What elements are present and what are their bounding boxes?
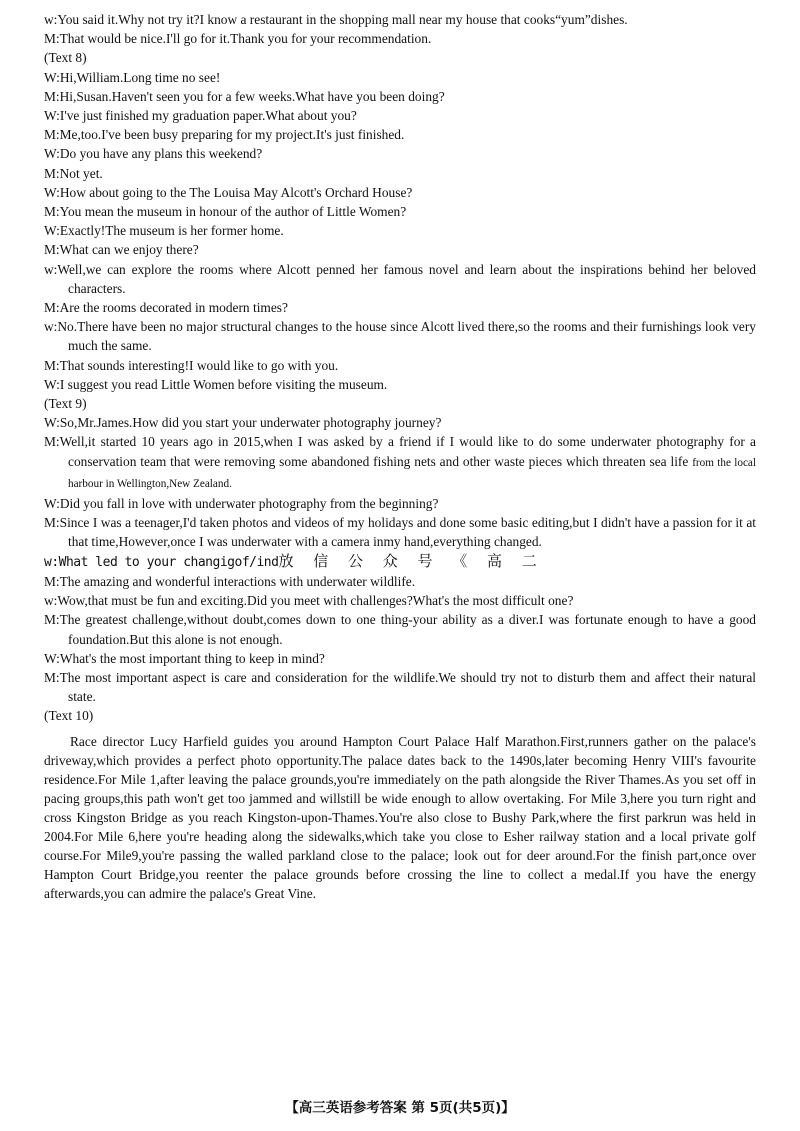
dialogue-line: w:No.There have been no major structural changes to the house since Alcott lived there,so the rooms and their furnishings look very much the same. (44, 319, 756, 354)
dialogue-line-part: M:Well,it started 10 years ago in 2015,when I was asked by a friend if I would like to do some underwater photography for a conservation team that were removing some abandoned fishing nets and other waste pieces which threaten sea life (44, 434, 756, 469)
dialogue-line: M:The most important aspect is care and consideration for the wildlife.We should try not to disturb them and affect their natural state. (44, 669, 756, 705)
dialogue-line: W:Exactly!The museum is her former home. (44, 223, 284, 239)
dialogue-line: M:The greatest challenge,without doubt,comes down to one thing-your ability as a diver.I was fortunate enough to have a good foundation.But this alone is not enough. (44, 612, 756, 647)
dialogue-line: W:I've just finished my graduation paper.What about you? (44, 108, 357, 124)
dialogue-line: M:Since I was a teenager,I'd taken photos and videos of my holidays and done some basic editing,but I didn't have a passion for it at that time,However,once I was underwater with a camera inmy hand,everything changed. (44, 515, 756, 550)
dialogue-line: W:Hi,William.Long time no see! (44, 69, 221, 85)
text9-label: (Text 9) (44, 396, 87, 412)
dialogue-line: W:What's the most important thing to keep in mind? (44, 650, 325, 666)
dialogue-line-part-small: from the local harbour in Wellington,New Zealand. (68, 456, 756, 490)
dialogue-line (44, 432, 756, 494)
dialogue-line: M:Hi,Susan.Haven't seen you for a few weeks.What have you been doing? (44, 88, 445, 104)
dialogue-line: M:That sounds interesting!I would like to go with you. (44, 357, 339, 373)
text10-paragraph: Race director Lucy Harfield guides you around Hampton Court Palace Half Marathon.First,runners gather on the palace's driveway,which provides a perfect photo opportunity.The palace dates back to the 1490s,later becoming Henry VIII's favourite residence.For Mile 1,after leaving the palace grounds,you're immediately on the path alongside the River Thames.As you set off in pacing groups,this path won't get too jammed and willstill be wide enough to allow overtaking. For Mile 3,here you turn right and cross Kingston Bridge as you reach Kingston-upon-Thames.You're also close to Bushy Park,where the first parkrun was held in 2004.For Mile 6,here you're heading along the sidewalks,which take you close to Esher railway station and a local private golf course.For Mile9,you're passing the walled parkland close to the palace; look out for deer around.For the finish part,once over Hampton Court Bridge,you reenter the palace grounds before crossing the line to collect a medal.If you have the energy afterwards,you can admire the palace's Great Vine. (44, 733, 756, 901)
dialogue-line: M:Are the rooms decorated in modern times? (44, 300, 288, 316)
page-footer: 【高三英语参考答案 第 5页(共5页)】 (285, 1100, 515, 1116)
document-body (44, 10, 756, 903)
dialogue-line: M:Me,too.I've been busy preparing for my project.It's just finished. (44, 127, 405, 143)
dialogue-line: M:That would be nice.I'll go for it.Thank you for your recommendation. (44, 31, 432, 47)
watermark-text: 放 信 公 众 号 《 高 二 (278, 553, 545, 570)
garbled-text: w:What led to your changigof/ind (44, 554, 279, 570)
dialogue-line: M:You mean the museum in honour of the author of Little Women? (44, 204, 407, 220)
dialogue-line-garbled (44, 552, 756, 572)
dialogue-line: M:Not yet. (44, 165, 103, 181)
dialogue-line: w:Well,we can explore the rooms where Alcott penned her famous novel and learn about the inspirations behind her beloved characters. (44, 261, 756, 296)
dialogue-line: W:Did you fall in love with underwater photography from the beginning? (44, 496, 439, 512)
dialogue-line: W:How about going to the The Louisa May Alcott's Orchard House? (44, 184, 413, 200)
dialogue-line: M:The amazing and wonderful interactions with underwater wildlife. (44, 573, 416, 589)
dialogue-line: W:Do you have any plans this weekend? (44, 146, 263, 162)
text10-label: (Text 10) (44, 708, 94, 724)
text8-label: (Text 8) (44, 50, 87, 66)
dialogue-line: W:I suggest you read Little Women before visiting the museum. (44, 376, 388, 392)
dialogue-line: M:What can we enjoy there? (44, 242, 199, 258)
dialogue-line: w:You said it.Why not try it?I know a restaurant in the shopping mall near my house that cooks“yum”dishes. (44, 12, 628, 27)
dialogue-line: W:So,Mr.James.How did you start your underwater photography journey? (44, 415, 442, 431)
dialogue-line: w:Wow,that must be fun and exciting.Did you meet with challenges?What's the most difficult one? (44, 593, 574, 609)
